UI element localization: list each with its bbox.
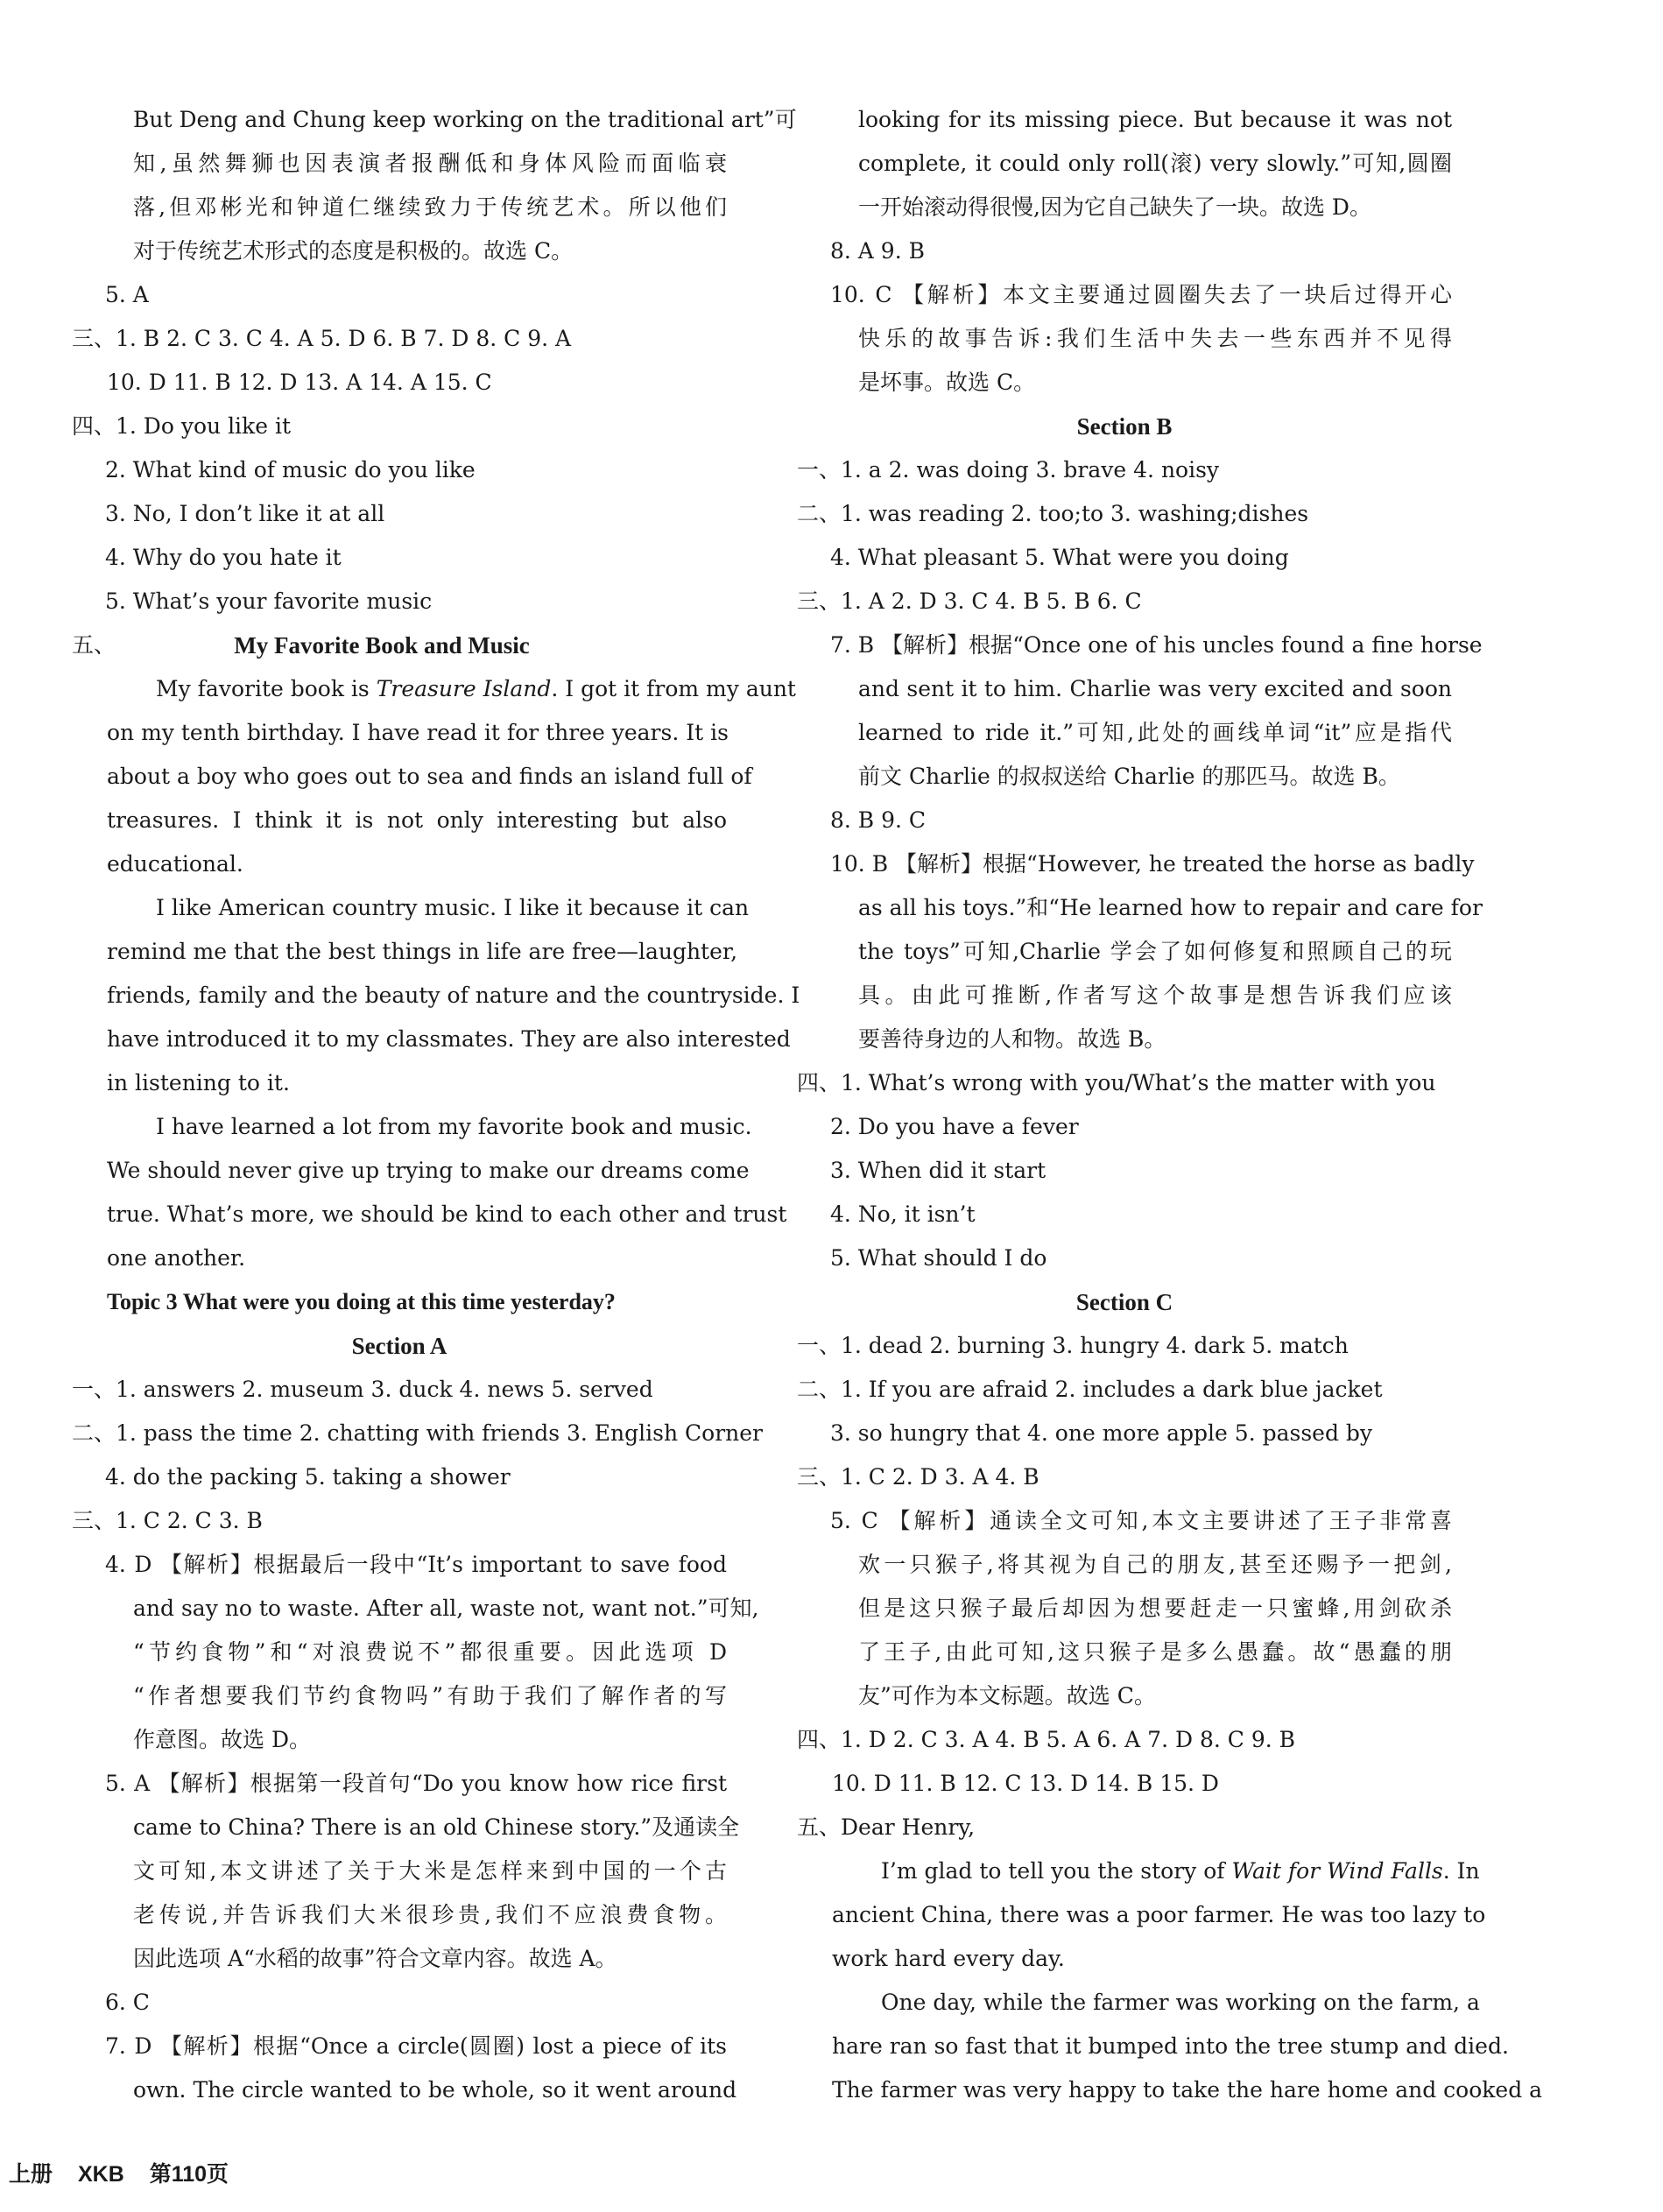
text-line: as all his toys.”和“He learned how to repair and care for [858, 895, 1483, 920]
text-line: 3. so hungry that 4. one more apple 5. passed by [830, 1420, 1373, 1446]
text-line: 一、1. a 2. was doing 3. brave 4. noisy [797, 457, 1220, 483]
text-line: 四、1. Do you like it [72, 413, 291, 439]
text-line: complete, it could only roll(滚) very slowly.”可知,圆圈 [858, 151, 1452, 176]
text-line: on my tenth birthday. I have read it for three years. It is [107, 720, 729, 745]
text-line: 5. C 【解析】通读全文可知,本文主要讲述了王子非常喜 [830, 1508, 1452, 1533]
text-line: 一、1. dead 2. burning 3. hungry 4. dark 5. match [797, 1333, 1349, 1358]
text-line: 7. B 【解析】根据“Once one of his uncles found a fine horse [830, 632, 1483, 658]
text-line: 5. What’s your favorite music [105, 588, 433, 614]
text-line: 3. When did it start [830, 1158, 1046, 1183]
text-line: 友”可作为本文标题。故选 C。 [858, 1683, 1156, 1708]
text-line: “节约食物”和“对浪费说不”都很重要。因此选项 D [133, 1639, 727, 1665]
text-line: “作者想要我们节约食物吗”有助于我们了解作者的写 [133, 1683, 727, 1708]
text-line: 快乐的故事告诉:我们生活中失去一些东西并不见得 [858, 326, 1452, 351]
text-line: 二、1. pass the time 2. chatting with friends 3. English Corner [72, 1420, 764, 1446]
left-column [72, 98, 800, 2112]
text-line: 落,但邓彬光和钟道仁继续致力于传统艺术。所以他们 [133, 194, 727, 220]
text-line: and say no to waste. After all, waste not, want not.”可知, [133, 1596, 759, 1621]
text-line: have introduced it to my classmates. They are also interested [107, 1026, 791, 1052]
text-line: true. What’s more, we should be kind to each other and trust [107, 1201, 787, 1227]
text-line: one another. [107, 1245, 246, 1271]
text-line: and sent it to him. Charlie was very excited and soon [858, 676, 1452, 701]
text-line: 因此选项 A“水稻的故事”符合文章内容。故选 A。 [133, 1946, 617, 1971]
text-line: 8. B 9. C [830, 807, 927, 833]
text-line: One day, while the farmer was working on the farm, a [881, 1990, 1480, 2015]
text-line: in listening to it. [107, 1070, 290, 1095]
text-line: 三、1. B 2. C 3. C 4. A 5. D 6. B 7. D 8. C 9. A [72, 326, 572, 351]
text-line: 三、1. C 2. D 3. A 4. B [797, 1464, 1039, 1490]
text-line: I have learned a lot from my favorite book and music. [156, 1114, 752, 1139]
section-number: 五、 [72, 632, 116, 658]
text-line: 前文 Charlie 的叔叔送给 Charlie 的那匹马。故选 B。 [858, 764, 1400, 789]
essay-title: My Favorite Book and Music [234, 632, 530, 659]
text-line: 10. D 11. B 12. C 13. D 14. B 15. D [832, 1771, 1219, 1796]
text-line: came to China? There is an old Chinese story.”及通读全 [133, 1814, 740, 1840]
text-line [72, 667, 796, 711]
text-line: ancient China, there was a poor farmer. He was too lazy to [832, 1902, 1486, 1927]
text-line [797, 1849, 1480, 1893]
text-line: 要善待身边的人和物。故选 B。 [858, 1026, 1166, 1052]
text-line: 4. Why do you hate it [105, 545, 342, 570]
text-line: We should never give up trying to make our dreams come [107, 1158, 750, 1183]
text-line: 四、1. D 2. C 3. A 4. B 5. A 6. A 7. D 8. C 9. B [797, 1727, 1296, 1752]
text-line: 二、1. was reading 2. too;to 3. washing;dishes [797, 501, 1309, 526]
section-heading: Section C [1075, 1289, 1173, 1315]
text-line: 8. A 9. B [830, 238, 925, 264]
text-line: 10. C 【解析】本文主要通过圆圈失去了一块后过得开心 [830, 282, 1452, 307]
text-line: looking for its missing piece. But because it was not [858, 107, 1452, 132]
text-line: the toys”可知,Charlie 学会了如何修复和照顾自己的玩 [858, 939, 1452, 964]
text-line: about a boy who goes out to sea and finds an island full of [107, 764, 752, 789]
text-line: 作意图。故选 D。 [133, 1727, 311, 1752]
text-line: 4. do the packing 5. taking a shower [105, 1464, 511, 1490]
footer-volume: 上册 [9, 2162, 53, 2187]
right-column [797, 98, 1543, 2112]
page-footer [9, 2157, 248, 2188]
text-line: 对于传统艺术形式的态度是积极的。故选 C。 [133, 238, 574, 264]
text-line: 7. D 【解析】根据“Once a circle(圆圈) lost a piece of its [105, 2033, 727, 2059]
text-line: 一开始滚动得很慢,因为它自己缺失了一块。故选 D。 [858, 194, 1371, 220]
text-fragment: . In [1442, 1858, 1480, 1884]
text-line: friends, family and the beauty of nature and the countryside. I [107, 983, 800, 1008]
text-fragment: My favorite book is [156, 676, 377, 701]
text-line: 4. No, it isn’t [830, 1201, 976, 1227]
text-line: 3. No, I don’t like it at all [105, 501, 385, 526]
text-line: 5. What should I do [830, 1245, 1047, 1271]
text-fragment: I’m glad to tell you the story of [881, 1858, 1232, 1884]
text-line: 5. A [105, 282, 149, 307]
text-line: 了王子,由此可知,这只猴子是多么愚蠢。故“愚蠢的朋 [858, 1639, 1452, 1665]
section-heading: Section B [1076, 413, 1173, 440]
section-heading: Section A [351, 1333, 447, 1359]
text-line: 6. C [105, 1990, 150, 2015]
text-line: treasures. I think it is not only interesting but also [107, 807, 727, 833]
text-line: 三、1. A 2. D 3. C 4. B 5. B 6. C [797, 588, 1142, 614]
text-line: 知,虽然舞狮也因表演者报酬低和身体风险而面临衰 [133, 151, 727, 176]
text-line: 10. B 【解析】根据“However, he treated the horse as badly [830, 851, 1475, 877]
italic-title: Treasure Island [376, 676, 552, 701]
text-fragment: . I got it from my aunt [551, 676, 796, 701]
text-line: 五、Dear Henry, [797, 1814, 976, 1840]
text-line: The farmer was very happy to take the hare home and cooked a [832, 2077, 1543, 2103]
footer-edition: XKB [77, 2162, 124, 2187]
text-line: 四、1. What’s wrong with you/What’s the matter with you [797, 1070, 1436, 1095]
text-line: remind me that the best things in life are free—laughter, [107, 939, 738, 964]
text-line: 但是这只猴子最后却因为想要赶走一只蜜蜂,用剑砍杀 [858, 1596, 1452, 1621]
text-line: 老传说,并告诉我们大米很珍贵,我们不应浪费食物。 [133, 1902, 727, 1927]
text-line: educational. [107, 851, 243, 877]
text-line: own. The circle wanted to be whole, so it went around [133, 2077, 737, 2103]
text-line: 具。由此可推断,作者写这个故事是想告诉我们应该 [858, 983, 1452, 1008]
text-line: But Deng and Chung keep working on the traditional art”可 [133, 107, 797, 132]
text-line: 三、1. C 2. C 3. B [72, 1508, 263, 1533]
text-line: work hard every day. [832, 1946, 1065, 1971]
text-line: 5. A 【解析】根据第一段首句“Do you know how rice first [105, 1771, 727, 1796]
text-line: 是坏事。故选 C。 [858, 370, 1036, 395]
text-line: 10. D 11. B 12. D 13. A 14. A 15. C [107, 370, 492, 395]
italic-title: Wait for Wind Falls [1231, 1858, 1443, 1884]
text-line: 一、1. answers 2. museum 3. duck 4. news 5. served [72, 1377, 653, 1402]
text-line: learned to ride it.”可知,此处的画线单词“it”应是指代 [858, 720, 1452, 745]
topic-heading: Topic 3 What were you doing at this time yesterday? [107, 1289, 616, 1314]
text-line: 4. What pleasant 5. What were you doing [830, 545, 1289, 570]
text-line: 2. What kind of music do you like [105, 457, 476, 483]
text-line: 欢一只猴子,将其视为自己的朋友,甚至还赐予一把剑, [858, 1552, 1452, 1577]
footer-page-number: 第110页 [149, 2162, 229, 2187]
text-line: hare ran so fast that it bumped into the tree stump and died. [832, 2033, 1509, 2059]
text-line: 4. D 【解析】根据最后一段中“It’s important to save food [105, 1552, 727, 1577]
text-line: 二、1. If you are afraid 2. includes a dark blue jacket [797, 1377, 1383, 1402]
text-line: 文可知,本文讲述了关于大米是怎样来到中国的一个古 [133, 1858, 727, 1884]
text-line: I like American country music. I like it because it can [156, 895, 750, 920]
essay-heading [72, 623, 727, 667]
text-line: 2. Do you have a fever [830, 1114, 1079, 1139]
